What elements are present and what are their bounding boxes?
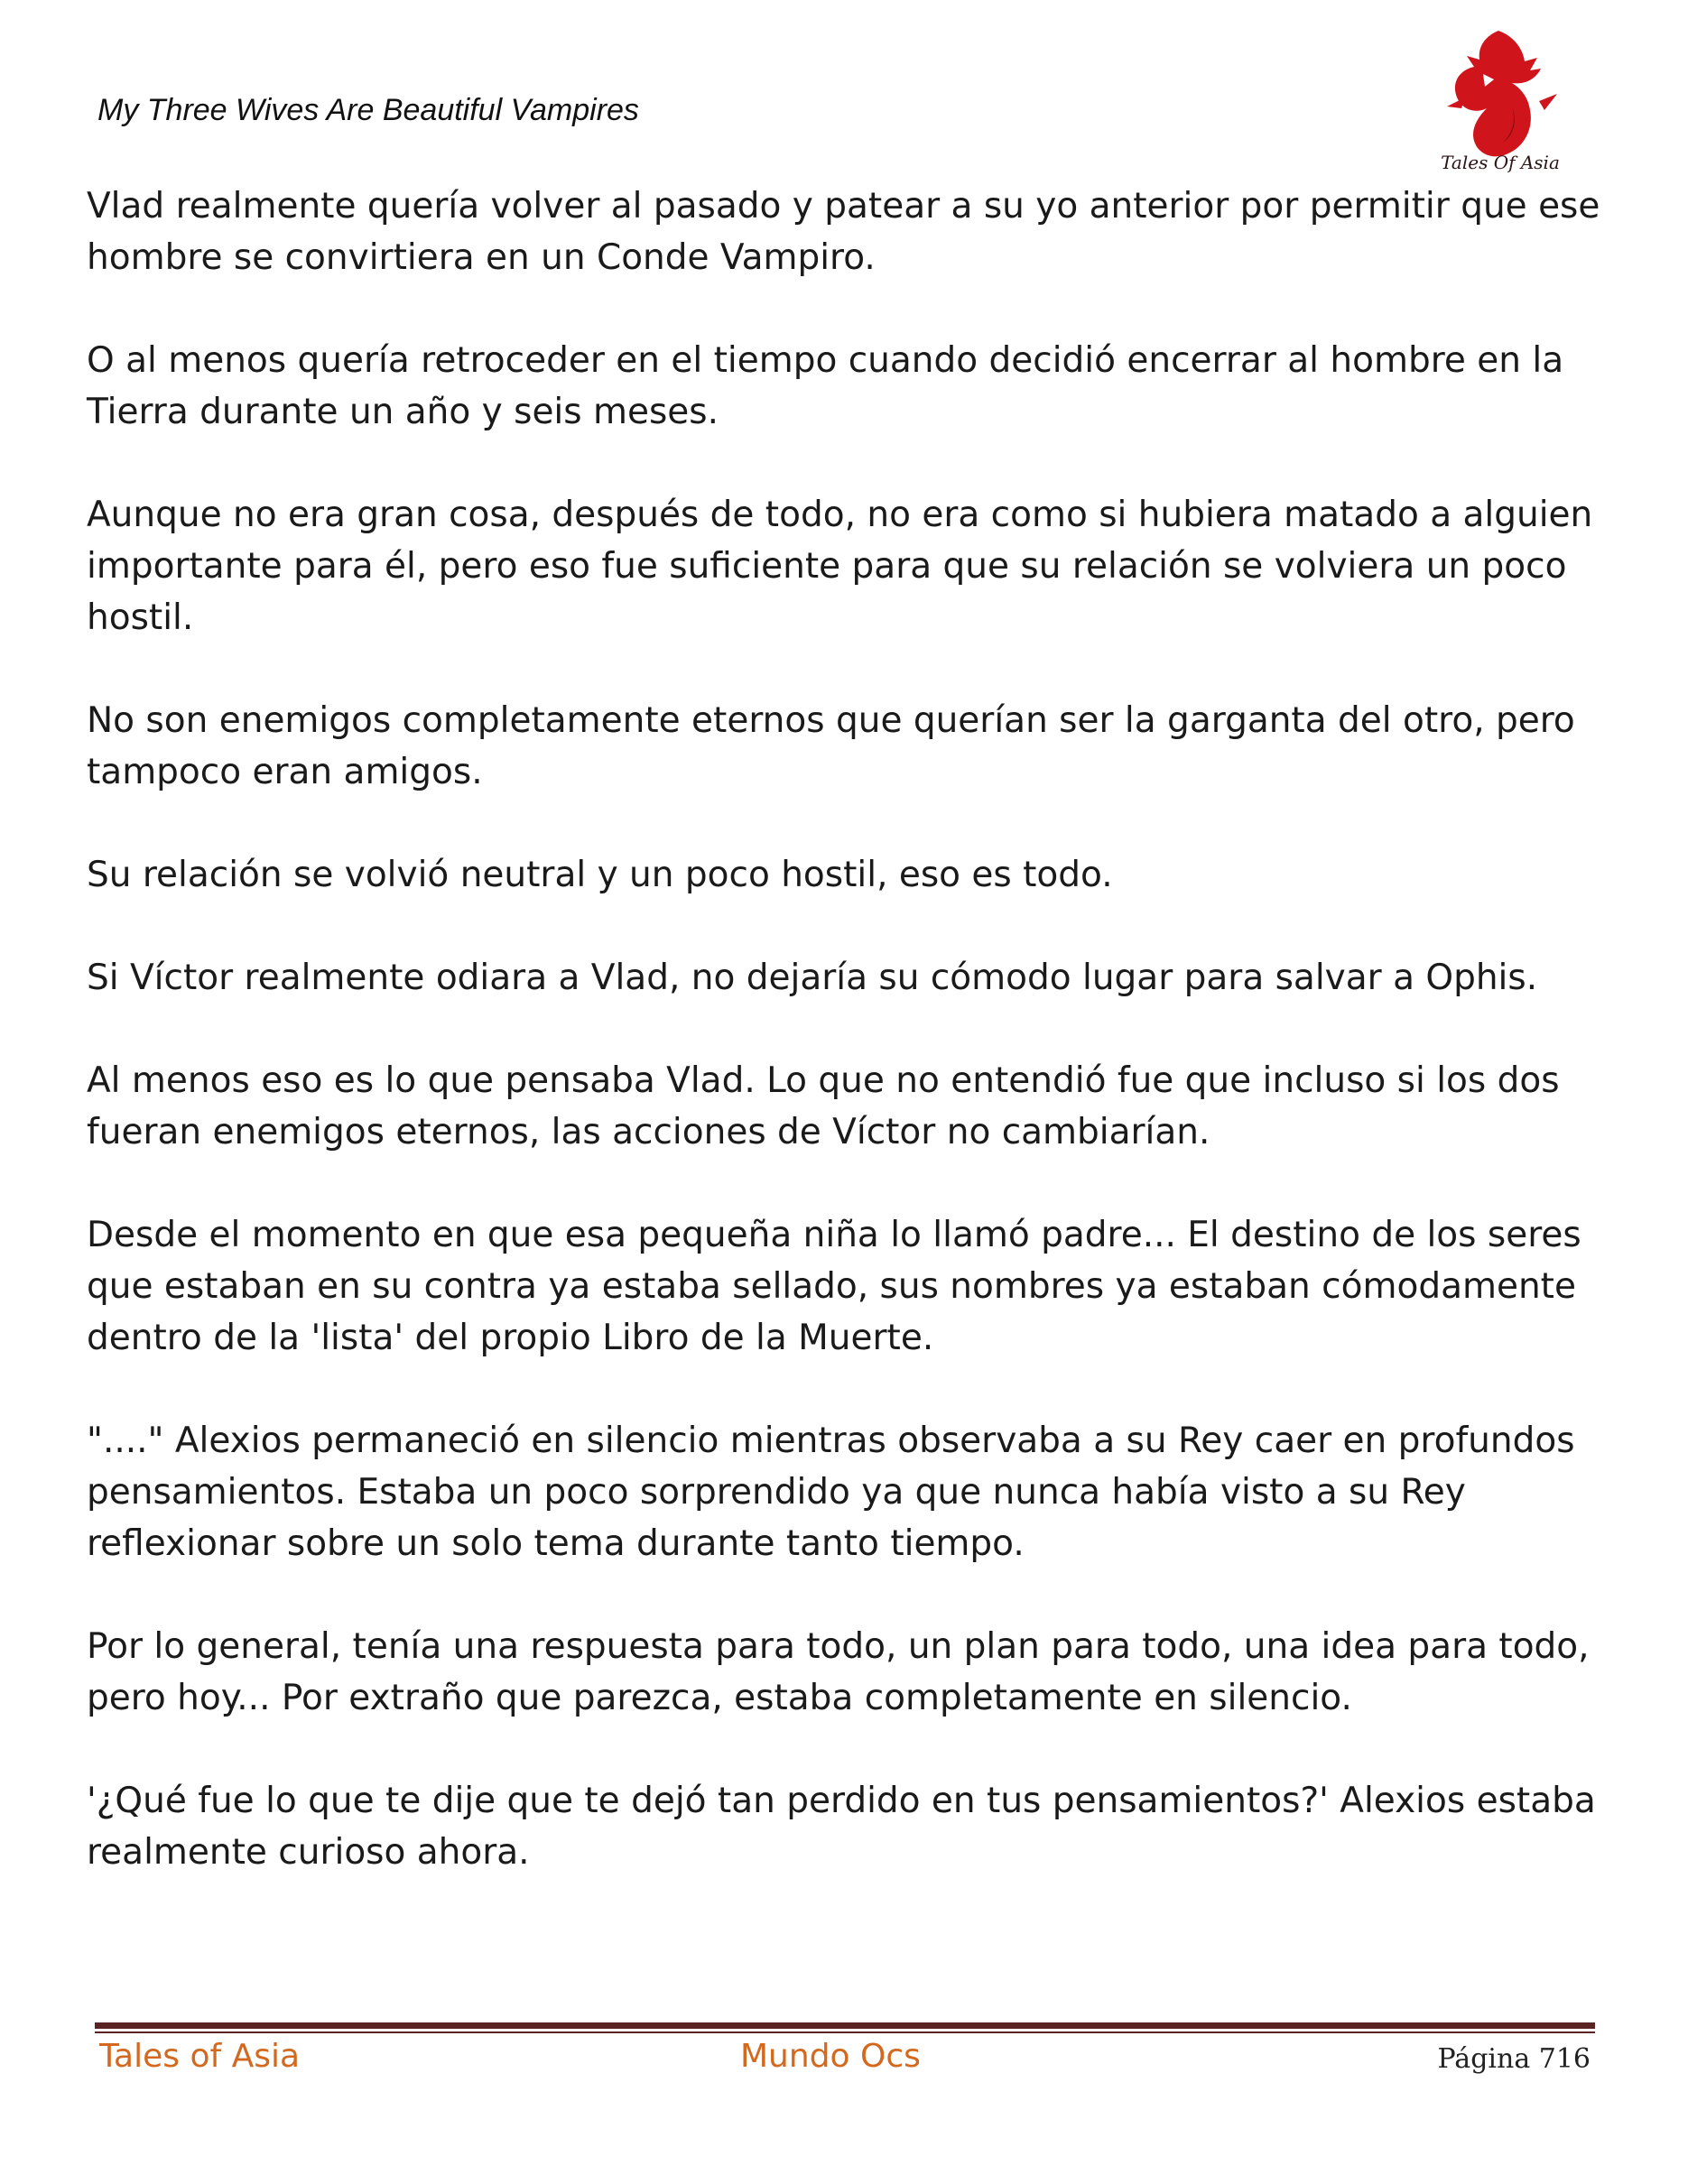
paragraph: "...." Alexios permaneció en silencio mientras observaba a su Rey caer en profundos pensamientos. Estaba un poco sorprendido ya que nunca había visto a su Rey reflexionar sobre un solo tema durante tanto tiempo. <box>87 1421 1575 1564</box>
paragraph: Desde el momento en que esa pequeña niña lo llamó padre... El destino de los seres que estaban en su contra ya estaba sellado, sus nombres ya estaban cómodamente dentro de la 'lista' del propio Libro de la Muerte. <box>87 1215 1581 1358</box>
paragraph: O al menos quería retroceder en el tiempo cuando decidió encerrar al hombre en la Tierra durante un año y seis meses. <box>87 340 1564 432</box>
page-number: Página 716 <box>1437 2043 1591 2075</box>
footer-site-name: Tales of Asia <box>99 2038 301 2075</box>
paragraph: Al menos eso es lo que pensaba Vlad. Lo que no entendió fue que incluso si los dos fueran enemigos eternos, las acciones de Víctor no cambiarían. <box>87 1060 1560 1152</box>
paragraph: Aunque no era gran cosa, después de todo, no era como si hubiera matado a alguien importante para él, pero eso fue suficiente para que su relación se volviera un poco hostil. <box>87 495 1593 638</box>
paragraph: '¿Qué fue lo que te dije que te dejó tan perdido en tus pensamientos?' Alexios estaba realmente curioso ahora. <box>87 1781 1596 1873</box>
book-title: My Three Wives Are Beautiful Vampires <box>97 93 639 127</box>
paragraph: Si Víctor realmente odiara a Vlad, no dejaría su cómodo lugar para salvar a Ophis. <box>87 958 1538 998</box>
paragraph: Su relación se volvió neutral y un poco hostil, eso es todo. <box>87 855 1113 895</box>
logo-text: Tales Of Asia <box>1441 152 1560 173</box>
paragraph: Por lo general, tenía una respuesta para todo, un plan para todo, una idea para todo, pero hoy... Por extraño que parezca, estaba completamente en silencio. <box>87 1626 1590 1718</box>
footer-group-name: Mundo Ocs <box>740 2038 921 2075</box>
paragraph: No son enemigos completamente eternos que querían ser la garganta del otro, pero tampoco eran amigos. <box>87 700 1575 792</box>
chapter-body <box>87 180 1621 1930</box>
paragraph: Vlad realmente quería volver al pasado y patear a su yo anterior por permitir que ese hombre se convirtiera en un Conde Vampiro. <box>87 186 1600 278</box>
footer-divider <box>95 2022 1595 2033</box>
